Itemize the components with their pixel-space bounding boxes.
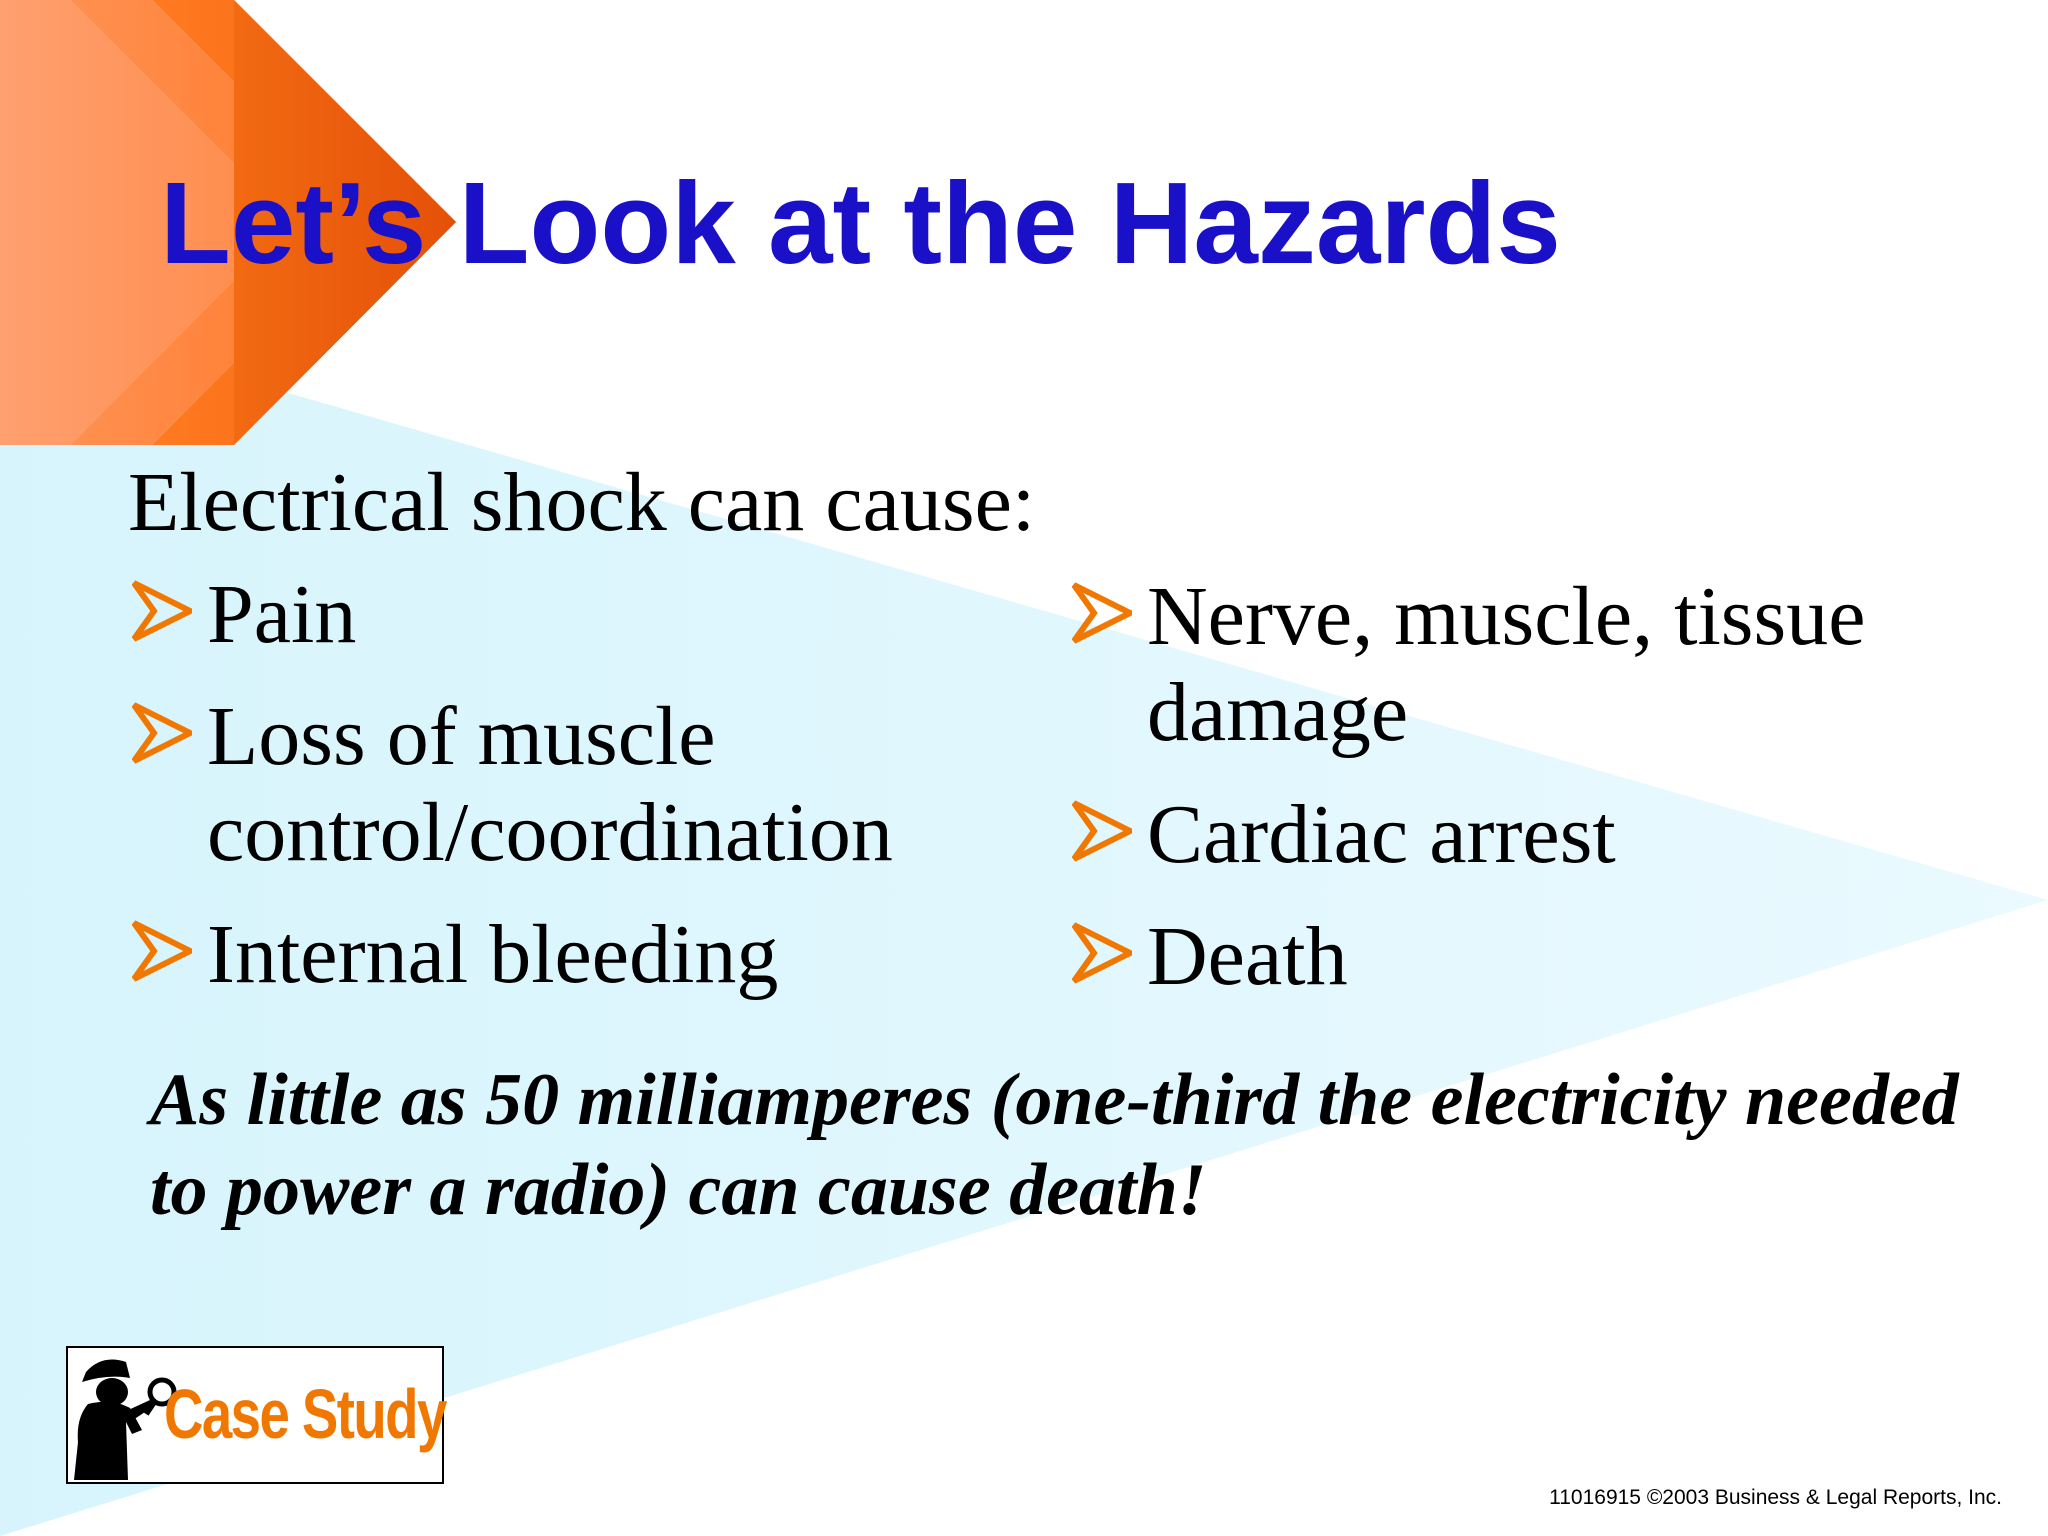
bullet-label: Death (1147, 910, 1348, 1003)
list-item (132, 907, 1032, 1003)
list-item (1072, 569, 1872, 761)
arrowhead-bullet-icon (1072, 581, 1132, 645)
arrowhead-bullet-icon (132, 919, 192, 983)
bullet-label: Nerve, muscle, tissue damage (1147, 570, 1866, 759)
intro-text: Electrical shock can cause: (128, 456, 1036, 549)
slide-title: Let’s Look at the Hazards (160, 158, 1561, 288)
bullet-label: Loss of muscle control/coordination (207, 690, 893, 879)
copyright-footer: 11016915 ©2003 Business & Legal Reports, Inc. (1549, 1486, 2002, 1509)
bullet-label: Internal bleeding (207, 908, 779, 1001)
bullet-label: Pain (207, 568, 357, 661)
bullet-list-left (132, 567, 1032, 1029)
bullet-label: Cardiac arrest (1147, 788, 1616, 881)
bullet-list-right (1072, 569, 1872, 1031)
arrowhead-bullet-icon (132, 579, 192, 643)
list-item (132, 567, 1032, 663)
list-item (1072, 909, 1872, 1005)
arrowhead-bullet-icon (1072, 799, 1132, 863)
list-item (132, 689, 1032, 881)
arrowhead-bullet-icon (132, 701, 192, 765)
case-study-badge (66, 1346, 444, 1484)
arrowhead-bullet-icon (1072, 921, 1132, 985)
case-study-label: Case Study (164, 1375, 446, 1453)
detective-magnifier-icon (68, 1352, 178, 1482)
warning-text: As little as 50 milliamperes (one-third the electricity needed to power a radio) can cause death! (150, 1059, 1959, 1231)
list-item (1072, 787, 1872, 883)
